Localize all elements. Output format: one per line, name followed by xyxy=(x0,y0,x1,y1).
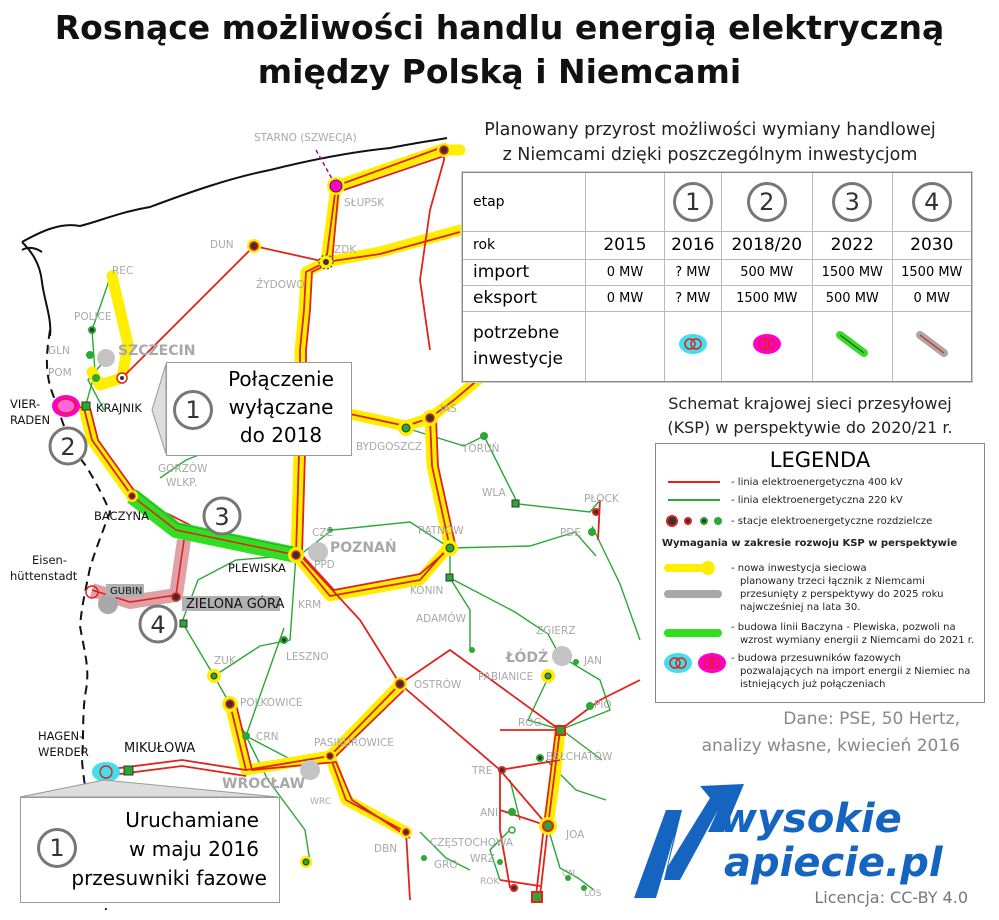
label-pabianice: PABIANICE xyxy=(478,671,534,683)
label-pom: POM xyxy=(48,367,72,379)
inv-symbol-4 xyxy=(892,311,971,381)
source-note xyxy=(630,706,960,760)
label-jas: JAS xyxy=(440,403,457,415)
label-zdk: ZDK xyxy=(334,244,357,256)
label-gubin: GUBIN xyxy=(110,586,143,597)
schema-caption xyxy=(640,392,980,440)
stage-cell-3 xyxy=(813,173,893,231)
label-jan: JAN xyxy=(584,655,602,667)
table-caption-line1: Planowany przyrost możliwości wymiany handlowej xyxy=(484,120,936,140)
inv-symbol-1 xyxy=(665,311,722,381)
label-pio: PIO xyxy=(594,699,612,711)
stage-cell-4 xyxy=(892,173,971,231)
callout-top xyxy=(166,362,352,456)
inv-symbol-3 xyxy=(813,311,893,381)
label-gorzow2: WLKP. xyxy=(166,477,198,489)
label-belchatow: BEŁCHATÓW xyxy=(546,751,613,763)
pst-import-mikulowa xyxy=(92,762,120,782)
label-polkowice: POLKOWICE xyxy=(240,697,303,709)
row-rok-label: rok xyxy=(463,231,586,259)
year-3: 2022 xyxy=(813,231,893,259)
callout-top-line3: do 2018 xyxy=(239,423,323,447)
label-mikulowa: MIKUŁOWA xyxy=(124,741,196,756)
map-circle-4 xyxy=(140,606,176,642)
row-inwestycje: inwestycje xyxy=(473,349,563,370)
label-czestochowa: CZĘSTOCHOWA xyxy=(430,837,513,849)
callout-bottom xyxy=(20,797,280,903)
label-ostrow: OSTRÓW xyxy=(414,679,462,691)
label-crn: CRN xyxy=(256,731,279,743)
year-4: 2030 xyxy=(892,231,971,259)
label-rec: REC xyxy=(112,265,134,277)
stage-3-badge: 3 xyxy=(832,182,872,222)
stage-4-badge: 4 xyxy=(912,182,952,222)
label-pde: PDE xyxy=(560,527,582,539)
logo-line2: apiecie.pl xyxy=(724,840,943,886)
label-eisen2: hüttenstadt xyxy=(10,569,78,583)
year-0: 2015 xyxy=(586,231,665,259)
label-dun: DUN xyxy=(210,239,234,251)
label-joa: JOA xyxy=(566,829,585,841)
schema-caption-line2: (KSP) w perspektywie do 2020/21 r. xyxy=(667,418,953,437)
source-line1: Dane: PSE, 50 Hertz, xyxy=(783,709,960,729)
label-konin: KONIN xyxy=(410,585,444,597)
label-gorzow1: GORZÓW xyxy=(158,463,208,475)
label-lodz: ŁÓDŹ xyxy=(506,650,549,666)
stage-cell-2 xyxy=(721,173,812,231)
map-circle-4-text: 4 xyxy=(150,611,166,639)
callout-top-line1: Połączenie xyxy=(228,367,334,391)
year-1: 2016 xyxy=(665,231,722,259)
legend-new-inv: - nowa inwestycja sieciowa xyxy=(731,563,867,574)
label-gln: GLN xyxy=(48,345,70,357)
callout-bottom-line1: Uruchamiane xyxy=(125,808,259,832)
legend-line400: - linia elektroenergetyczna 400 kV xyxy=(731,477,903,488)
label-torun: TORUŃ xyxy=(462,443,500,455)
legend-title: LEGENDA xyxy=(769,448,871,472)
inv-symbol-2 xyxy=(721,311,812,381)
callout-top-pointer xyxy=(152,364,166,454)
map-circle-3-text: 3 xyxy=(214,503,230,531)
label-tre: TRE xyxy=(472,765,493,777)
schema-caption-line1: Schemat krajowej sieci przesyłowej xyxy=(668,394,952,413)
import-0: 0 MW xyxy=(586,259,665,285)
title-line-2: między Polską i Niemcami xyxy=(257,52,742,91)
stage-2-badge: 2 xyxy=(747,182,787,222)
coastline xyxy=(22,138,447,242)
label-police: POLICE xyxy=(74,311,112,323)
row-etap-label: etap xyxy=(463,173,586,231)
legend-baczyna-l1: - budowa linii Baczyna - Plewiska, pozwoli na xyxy=(731,622,956,633)
legend-line220: - linia elektroenergetyczna 220 kV xyxy=(731,495,903,506)
label-wroclaw: WROCŁAW xyxy=(222,776,306,792)
import-4: 1500 MW xyxy=(892,259,971,285)
label-eisen1: Eisen- xyxy=(32,553,67,567)
label-hagen1: HAGEN- xyxy=(38,729,84,743)
export-4: 0 MW xyxy=(892,285,971,311)
label-cze: CZE xyxy=(312,527,334,539)
label-slupsk: SŁUPSK xyxy=(344,197,385,209)
label-leszno: LESZNO xyxy=(286,651,329,663)
table-caption xyxy=(440,118,980,168)
export-2: 1500 MW xyxy=(721,285,812,311)
legend-third-l2: przesunięty z perspektywy do 2025 roku xyxy=(740,589,944,600)
lodz-city xyxy=(552,646,572,666)
label-plock: PŁOCK xyxy=(584,493,619,505)
label-poznan: POZNAŃ xyxy=(330,540,397,556)
callout-top-number: 1 xyxy=(173,390,213,430)
callout-bottom-line2: w maju 2016 xyxy=(129,837,259,861)
pst-import-icon xyxy=(673,330,713,358)
label-hagen2: WERDER xyxy=(38,745,89,759)
legend-pst-l2: pozwalających na import energii z Niemiec na xyxy=(740,666,971,677)
label-zuk: ZUK xyxy=(214,655,236,667)
label-vierraden2: RADEN xyxy=(10,413,51,427)
source-line2: analizy własne, kwiecień 2016 xyxy=(701,736,960,756)
label-ppd: PPD xyxy=(314,559,335,571)
export-1: ? MW xyxy=(665,285,722,311)
callout-top-line2: wyłączane xyxy=(228,395,334,419)
label-zielonagora: ZIELONA GÓRA xyxy=(186,597,285,612)
callout-bottom-number: 1 xyxy=(37,828,77,868)
import-2: 500 MW xyxy=(721,259,812,285)
cell-empty xyxy=(586,173,665,231)
label-cn: CN xyxy=(562,869,576,879)
callout-bottom-line3: przesuwniki fazowe xyxy=(71,866,267,890)
label-krm: KRM xyxy=(298,599,322,611)
year-2: 2018/20 xyxy=(721,231,812,259)
pst-import-vierraden xyxy=(57,399,75,413)
green-line-icon xyxy=(832,329,872,359)
investment-table xyxy=(462,172,972,382)
logo-line1: wysokie xyxy=(720,796,902,842)
label-adamow: ADAMÓW xyxy=(416,613,466,625)
stage-cell-1 xyxy=(665,173,722,231)
label-ani: ANI xyxy=(480,807,499,819)
license-note: Licencja: CC-BY 4.0 xyxy=(814,888,968,907)
label-vierraden1: VIER- xyxy=(10,397,41,411)
label-krajnik: KRAJNIK xyxy=(96,401,142,415)
label-bydgoszcz: BYDGOSZCZ xyxy=(356,441,422,453)
label-pasikurowice: PASIKUROWICE xyxy=(314,737,394,749)
map-circle-3 xyxy=(204,498,240,534)
row-potrzebne: potrzebne xyxy=(473,323,560,344)
label-gro: GRO xyxy=(434,859,458,871)
label-zgierz: ZGIERZ xyxy=(536,625,576,637)
label-starno: STARNO (SZWECJA) xyxy=(254,132,357,144)
label-dbn: DBN xyxy=(374,843,398,855)
stage-1-badge: 1 xyxy=(673,182,713,222)
szczecin-city xyxy=(97,349,115,367)
table-caption-line2: z Niemcami dzięki poszczególnym inwestycjom xyxy=(502,145,918,165)
lagoon xyxy=(22,242,50,336)
label-zydowo: ŻYDOWO xyxy=(256,279,305,291)
legend-stations: - stacje elektroenergetyczne rozdzielcze xyxy=(731,516,933,527)
label-rok: ROK xyxy=(480,877,500,887)
pst-export-icon xyxy=(747,330,787,358)
label-wrc: WRC xyxy=(310,797,331,807)
label-los: LOS xyxy=(584,889,602,899)
legend-baczyna-l2: wzrost wymiany energii z Niemcami do 2021 r. xyxy=(740,635,975,646)
export-3: 500 MW xyxy=(813,285,893,311)
row-eksport-label: eksport xyxy=(463,285,586,311)
label-wrz: WRZ xyxy=(470,853,495,865)
map-circle-2-text: 2 xyxy=(60,433,76,461)
label-baczyna: BACZYNA xyxy=(94,509,149,523)
legend-third-l1: planowany trzeci łącznik z Niemcami xyxy=(740,576,925,587)
import-1: ? MW xyxy=(665,259,722,285)
title-line-1: Rosnące możliwości handlu energią elektryczną xyxy=(54,8,945,47)
row-import-label: import xyxy=(463,259,586,285)
legend-pst-l3: istniejących już połączeniach xyxy=(740,679,886,690)
map-circle-2 xyxy=(50,428,86,464)
label-szczecin: SZCZECIN xyxy=(118,343,196,359)
label-wla: WLA xyxy=(482,487,506,499)
label-plewiska: PLEWISKA xyxy=(228,561,286,575)
legend-third-l3: najwcześniej na lata 30. xyxy=(740,602,861,613)
row-investments-label xyxy=(463,311,586,381)
import-3: 1500 MW xyxy=(813,259,893,285)
legend-pst-l1: - budowa przesuwników fazowych xyxy=(731,653,901,664)
inv-empty xyxy=(586,311,665,381)
label-ptn: PĄTNÓW xyxy=(418,525,464,537)
export-0: 0 MW xyxy=(586,285,665,311)
gray-line-icon xyxy=(912,329,952,359)
legend xyxy=(655,443,985,703)
label-rog: ROG xyxy=(518,717,542,729)
legend-header: Wymagania w zakresie rozwoju KSP w perspektywie xyxy=(662,538,958,549)
